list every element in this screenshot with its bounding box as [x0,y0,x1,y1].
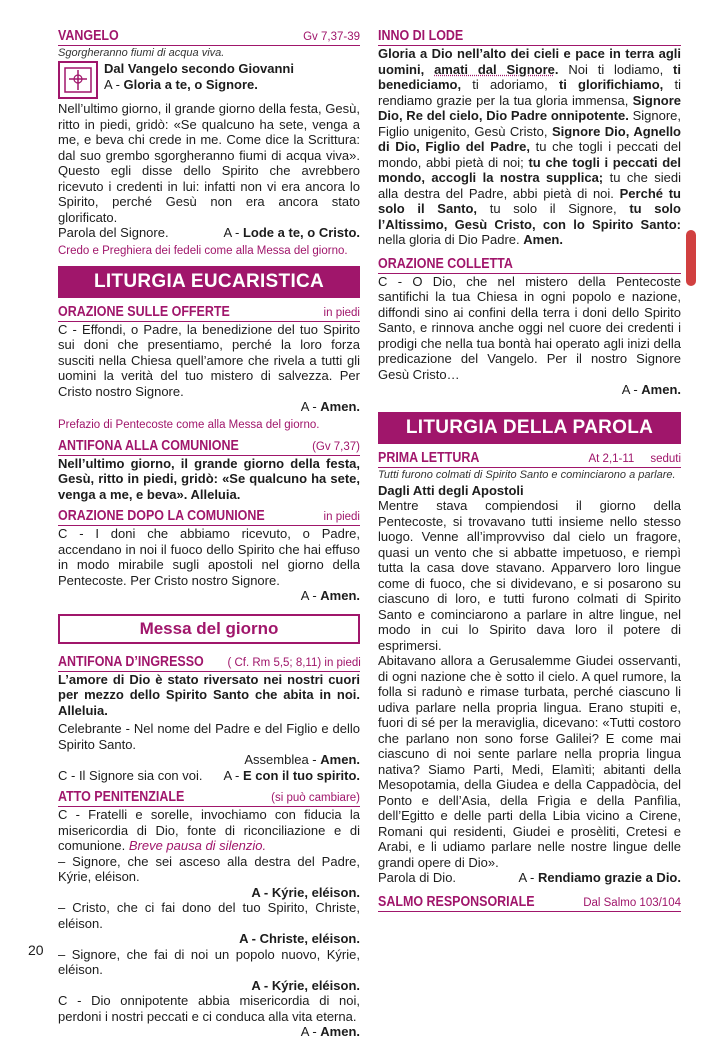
penitenziale-inv3-resp: A - Kýrie, eléison. [251,977,360,993]
colletta-title: ORAZIONE COLLETTA [378,255,513,272]
vangelo-ref: Gv 7,37-39 [303,31,360,43]
comunione-text: Nell’ultimo giorno, il grande giorno della festa, Gesù, ritto in piedi, gridò: «Se qualcuno ha sete, venga a me, e beva». Alleluia. [58,455,360,502]
colletta-header [378,256,681,274]
comunione-title: ANTIFONA ALLA COMUNIONE [58,437,239,454]
prima-lettura-posture: seduti [650,452,681,465]
ingresso-header [58,654,360,672]
gospel-book-icon [58,61,98,99]
inno-text: Gloria a Dio nell’alto dei cieli e pace in terra agli uomini, amati dal Signore. Noi ti lodiamo, ti benediciamo, ti adoriamo, ti glorifichiamo, ti rendiamo grazie per la tua gloria immensa, Signore Dio, Re del cielo, Dio Padre onnipotente. Signore, Figlio unigenito, Gesù Cristo, Signore Dio, Agnello di Dio, Figlio del Padre, tu che togli i peccati del mondo, abbi pietà di noi; tu che togli i peccati del mondo, accogli la nostra supplica; tu che siedi alla destra del Padre, abbi pietà di noi. Perché tu solo il Santo, tu solo il Signore, tu solo l’Altissimo, Gesù Cristo, con lo Spirito Santo: nella gloria di Dio Padre. Amen. [378,46,681,247]
banner-messa-del-giorno: Messa del giorno [58,614,360,644]
penitenziale-title: ATTO PENITENZIALE [58,789,185,805]
vangelo-note: Credo e Preghiera dei fedeli come alla Messa del giorno. [58,244,348,257]
banner-liturgia-eucaristica: LITURGIA EUCARISTICA [58,266,360,298]
ingresso-line2: C - Il Signore sia con voi. A - E con il tuo spirito. [58,767,360,783]
vangelo-source: Dal Vangelo secondo Giovanni [104,61,294,76]
ingresso-ref: ( Cf. Rm 5,5; 8,11) [227,656,322,669]
colletta-resp: A - Amen. [621,382,681,397]
offerte-resp: A - Amen. [300,399,360,414]
salmo-title: SALMO RESPONSORIALE [378,893,535,910]
dopo-comunione-resp: A - Amen. [300,588,360,603]
comunione-header [58,438,360,456]
inno-title: INNO DI LODE [378,28,464,44]
salmo-header [378,894,681,912]
penitenziale-intro: C - Fratelli e sorelle, invochiamo con fiducia la misericordia di Dio, fonte di riconciliazione e di comunione. Breve pausa di silenzio. [58,807,360,853]
prima-lettura-subtitle: Tutti furono colmati di Spirito Santo e cominciarono a parlare. [378,468,676,481]
prima-lettura-title: PRIMA LETTURA [378,449,480,466]
vangelo-intro [58,61,360,99]
vangelo-closing: Parola del Signore. A - Lode a te, o Cristo. [58,225,360,240]
prima-lettura-ref: At 2,1-11 [588,452,635,465]
offerte-title: ORAZIONE SULLE OFFERTE [58,303,230,320]
prima-lettura-source: Dagli Atti degli Apostoli [378,482,524,498]
offerte-note: Prefazio di Pentecoste come alla Messa del giorno. [58,418,320,431]
dopo-comunione-header [58,508,360,526]
offerte-text: C - Effondi, o Padre, la benedizione del tuo Spirito sui doni che presentiamo, perché la loro forza susciti nella Chiesa quell’amore che rivela a tutti gli uomini la verità del tuo mistero di salvezza. Per Cristo nostro Signore. [58,321,360,399]
side-tab-marker[interactable] [686,230,696,286]
prima-lettura-text2: Abitavano allora a Gerusalemme Giudei osservanti, di ogni nazione che è sotto il cielo. A quel rumore, la folla si radunò e rimase turbata, perché ciascuno li udiva parlare nella propria lingua. Erano stupiti e, fuori di sé per la meraviglia, dicevano: «Tutti costoro che parlano non sono forse Galilei? E come mai ciascuno di noi sente parlare nella propria lingua nativa? Siamo Parti, Medi, Elamìti; abitanti della Mesopotamia, della Giudea e della Cappadòcia, del Ponto e dell’Asia, della Frìgia e della Panfìlia, dell’Egitto e delle parti della Libia vicino a Cirene, Romani qui residenti, Giudei e prosèliti, Cretesi e Arabi, e li udiamo parlare nelle nostre lingue delle grandi opere di Dio». [378,653,681,870]
vangelo-acclamation: A - Gloria a te, o Signore. [104,76,258,92]
ingresso-line1-resp: Assemblea - Amen. [244,752,360,767]
prima-lettura-closing: Parola di Dio. A - Rendiamo grazie a Dio. [378,870,681,885]
comunione-ref: (Gv 7,37) [312,440,360,453]
penitenziale-inv3: – Signore, che fai di noi un popolo nuovo, Kýrie, eléison. [58,946,360,977]
penitenziale-pause: Breve pausa di silenzio. [128,838,267,853]
salmo-ref: Dal Salmo 103/104 [583,896,681,909]
penitenziale-note: (si può cambiare) [271,792,360,804]
penitenziale-header [58,789,360,807]
penitenziale-inv1: – Signore, che sei asceso alla destra del Padre, Kýrie, eléison. [58,853,360,884]
banner-liturgia-della-parola: LITURGIA DELLA PAROLA [378,412,681,444]
vangelo-header [58,28,360,46]
prima-lettura-header [378,450,681,468]
offerte-posture: in piedi [323,306,360,319]
right-column [378,28,681,912]
left-column [58,28,360,1040]
dopo-comunione-text: C - I doni che abbiamo ricevuto, o Padre, accendano in noi il fuoco dello Spirito che hai effuso in modo mirabile sugli apostoli nel giorno della Pentecoste. Per Cristo nostro Signore. [58,526,360,588]
ingresso-posture: in piedi [324,656,361,669]
penitenziale-final: C - Dio onnipotente abbia misericordia di noi, perdoni i nostri peccati e ci conduca alla vita eterna. [58,993,360,1024]
offerte-header [58,304,360,322]
ingresso-title: ANTIFONA D’INGRESSO [58,653,204,670]
ingresso-line1: Celebrante - Nel nome del Padre e del Figlio e dello Spirito Santo. [58,721,360,752]
penitenziale-inv2-resp: A - Christe, eléison. [239,931,360,946]
dopo-comunione-title: ORAZIONE DOPO LA COMUNIONE [58,508,265,524]
penitenziale-inv2: – Cristo, che ci fai dono del tuo Spirito, Christe, eléison. [58,900,360,931]
ingresso-text: L’amore di Dio è stato riversato nei nostri cuori per mezzo dello Spirito Santo che abita in noi. Alleluia. [58,671,360,718]
colletta-text: C - O Dio, che nel mistero della Pentecoste santifichi la tua Chiesa in ogni popolo e nazione, diffondi sino ai confini della terra i doni dello Spirito Santo, e rinnova anche oggi nel cuore dei credenti i prodigi che nella tua bontà hai operato agli inizi della predicazione del Vangelo. Per il nostro Signore Gesù Cristo… [378,273,681,382]
vangelo-text: Nell’ultimo giorno, il grande giorno della festa, Gesù, ritto in piedi, gridò: «Se qualcuno ha sete, venga a me, e beva chi crede in me. Come dice la Scrittura: dal suo grembo sgorgheranno fiumi di acqua viva». Questo egli disse dello Spirito che avrebbero ricevuto i credenti in lui: infatti non vi era ancora lo Spirito, perché Gesù non era ancora stato glorificato. [58,101,360,225]
prima-lettura-text: Mentre stava compiendosi il giorno della Pentecoste, si trovavano tutti insieme nello stesso luogo. Venne all’improvviso dal cielo un fragore, quasi un vento che si abbatte impetuoso, e riempì tutta la casa dove stavano. Apparvero loro lingue come di fuoco, che si dividevano, e si posarono su ciascuno di loro, e tutti furono colmati di Spirito Santo e cominciarono a parlare in altre lingue, nel modo in cui lo Spirito dava loro il potere di esprimersi. [378,498,681,653]
vangelo-subtitle: Sgorgheranno fiumi di acqua viva. [58,47,225,59]
inno-header [378,28,681,46]
dopo-comunione-posture: in piedi [323,511,360,523]
penitenziale-final-resp: A - Amen. [300,1024,360,1039]
penitenziale-inv1-resp: A - Kýrie, eléison. [251,884,360,900]
vangelo-title: VANGELO [58,28,119,44]
page-number: 20 [28,942,44,958]
